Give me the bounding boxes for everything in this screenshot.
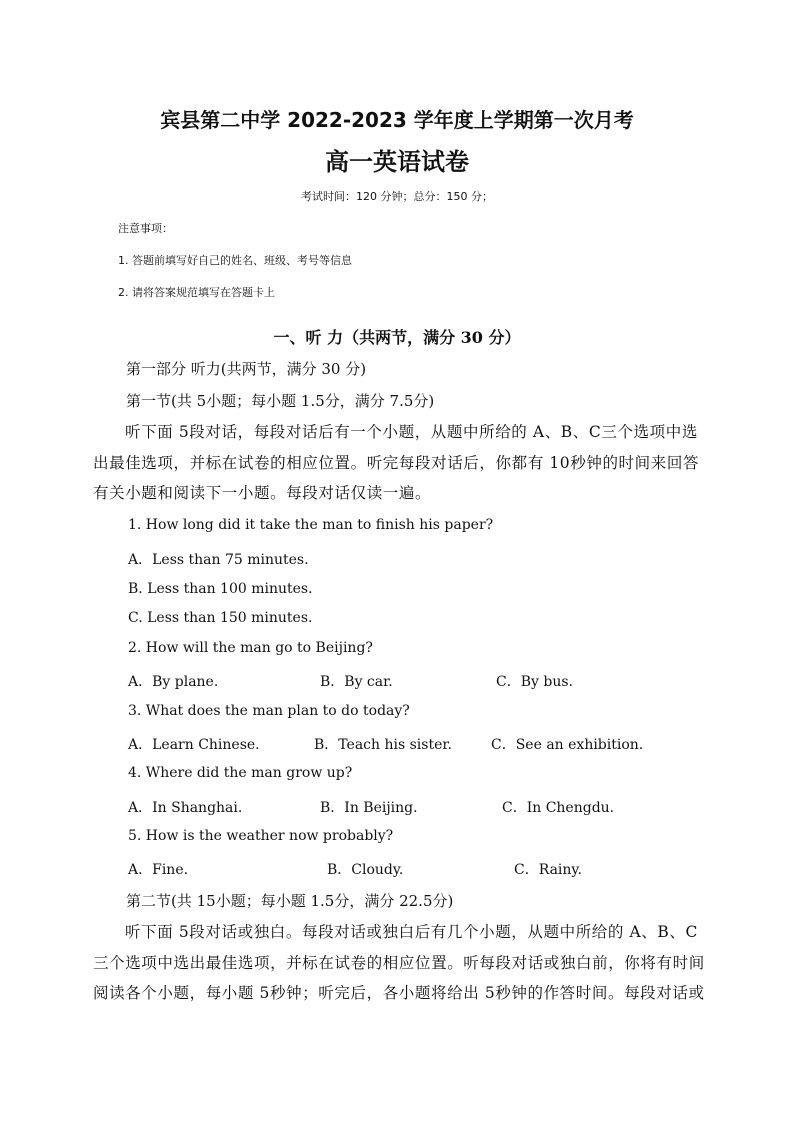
option-c: C．Rainy. [514,862,582,878]
section1-instructions: 听下面 5段对话，每段对话后有一个小题，从题中所给的 A、B、C三个选项中选出最佳选项，并标在试卷的相应位置。听完每段对话后，你都有 10秒钟的时间来回答有关小题和阅读下一小题。每段对话仅读一遍。 [93,423,700,502]
option-c: C．In Chengdu. [502,800,615,816]
question-4: 4. Where did the man grow up? [128,765,353,781]
option-a: A．Fine. [128,862,189,878]
option-a: A．By plane. [128,674,219,690]
question-2: 2. How will the man go to Beijing? [128,640,373,656]
option-b: B．Cloudy. [327,862,404,878]
option-b: B．By car. [320,674,393,690]
part-heading: 第一部分 听力(共两节，满分 30 分) [126,360,367,378]
option-b: B．In Beijing. [320,800,418,816]
exam-title: 高一英语试卷 [325,148,469,176]
question-3: 3. What does the man plan to do today? [128,703,410,719]
section2-heading: 第二节(共 15小题；每小题 1.5分，满分 22.5分) [126,892,454,910]
section1-heading: 第一节(共 5小题；每小题 1.5分，满分 7.5分) [126,392,435,410]
option-c: C. Less than 150 minutes. [128,610,313,626]
option-a: A．In Shanghai. [128,800,243,816]
option-a: A．Less than 75 minutes. [128,552,309,568]
note-item: 2. 请将答案规范填写在答题卡上 [118,286,275,299]
exam-time-info: 考试时间：120 分钟；总分：150 分； [301,190,493,203]
option-c: C．By bus. [496,674,573,690]
section-title: 一、听 力（共两节，满分 30 分） [273,328,521,347]
note-item: 1. 答题前填写好自己的姓名、班级、考号等信息 [118,254,352,267]
section2-instructions: 听下面 5段对话或独白。每段对话或独白后有几个小题，从题中所给的 A、B、C三个选项中选出最佳选项，并标在试卷的相应位置。听每段对话或独白前，你将有时间阅读各个小题，每小题 5秒钟；听完后，各小题将给出 5秒钟的作答时间。每段对话或 [93,923,705,1002]
option-c: C．See an exhibition. [491,737,644,753]
question-5: 5. How is the weather now probably? [128,828,394,844]
option-b: B．Teach his sister. [314,737,452,753]
notes-heading: 注意事项： [118,222,173,235]
question-1: 1. How long did it take the man to finish his paper? [128,517,494,533]
option-a: A．Learn Chinese. [128,737,260,753]
school-line: 宾县第二中学 2022-2023 学年度上学期第一次月考 [160,108,634,132]
option-b: B. Less than 100 minutes. [128,581,313,597]
